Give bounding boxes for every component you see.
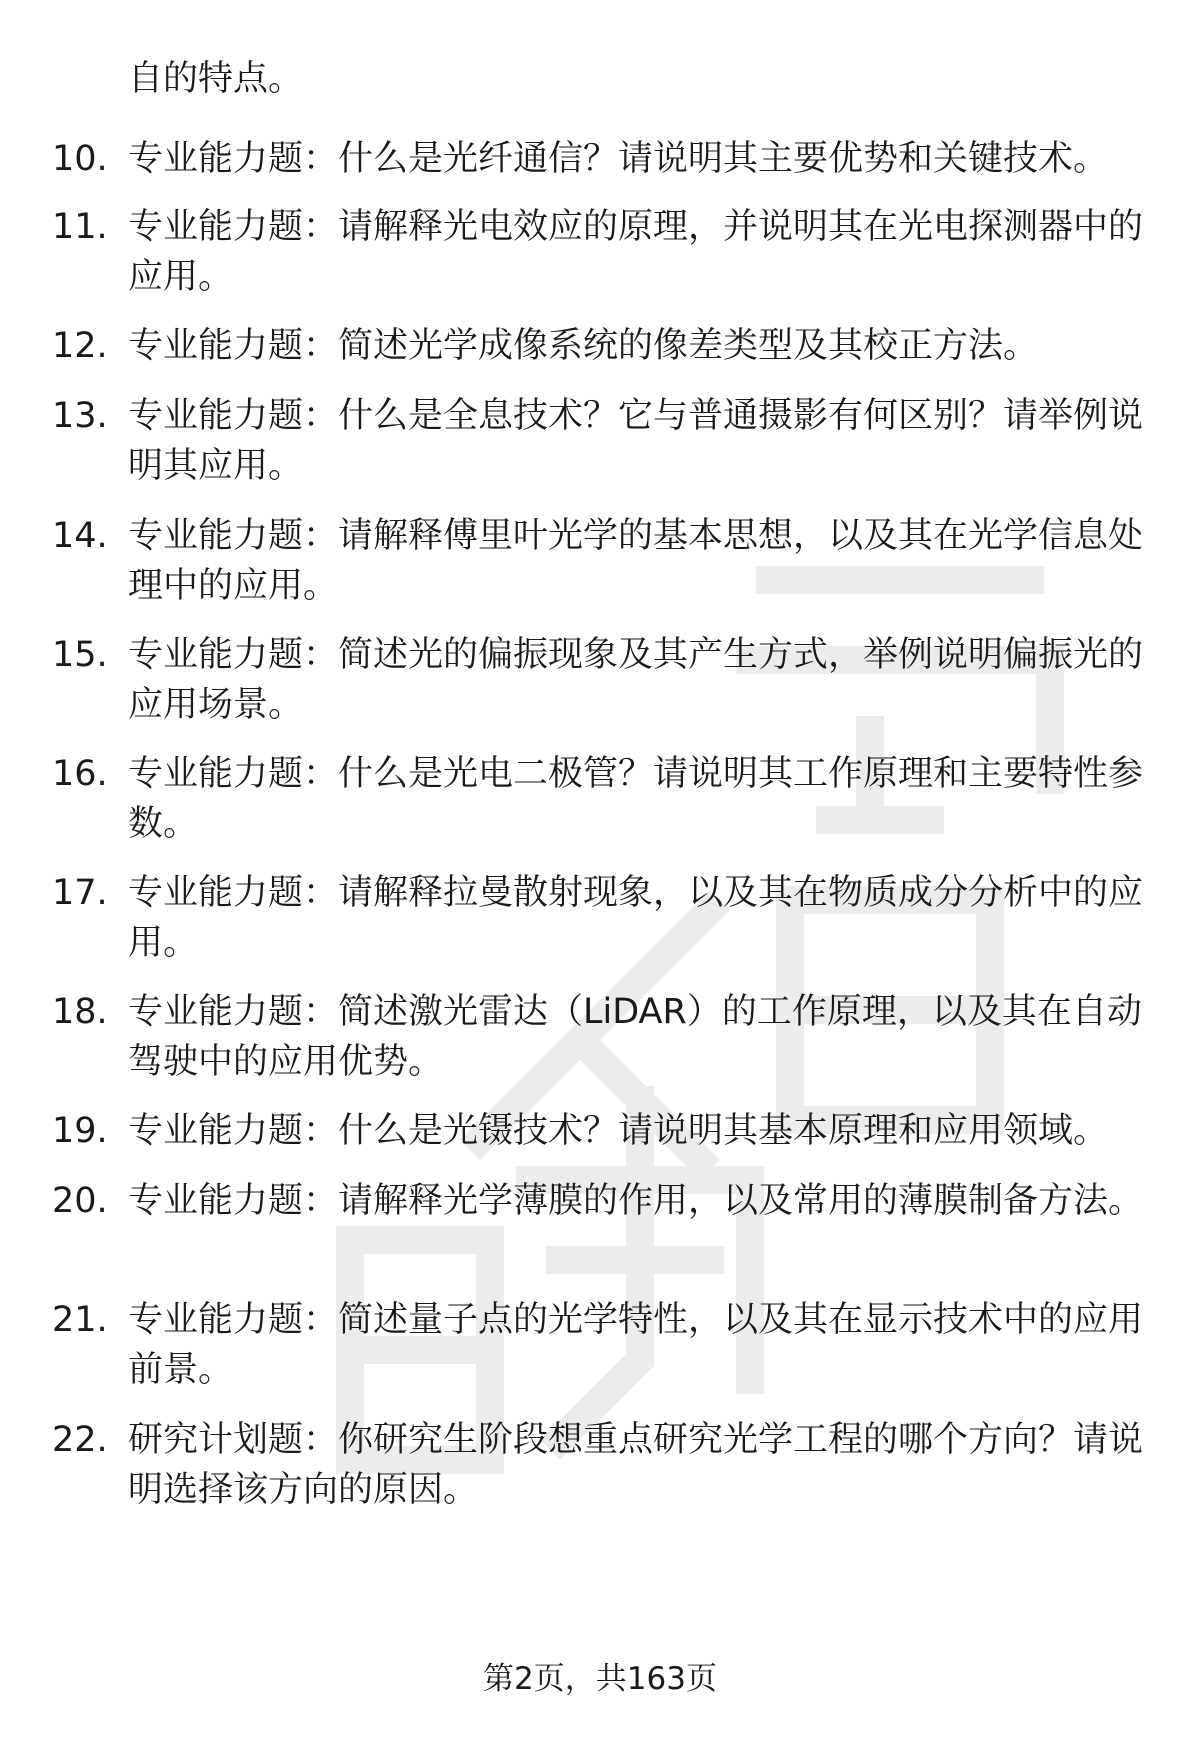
question-number: 17.: [52, 873, 108, 913]
continued-text-line: 自的特点。: [128, 59, 304, 99]
question-text: 专业能力题：简述光的偏振现象及其产生方式，举例说明偏振光的应用场景。: [128, 635, 1144, 725]
question-text: 专业能力题：请解释光学薄膜的作用，以及常用的薄膜制备方法。: [128, 1181, 1144, 1221]
question-text: 专业能力题：简述光学成像系统的像差类型及其校正方法。: [128, 326, 1039, 366]
question-number: 20.: [52, 1181, 108, 1221]
question-text: 专业能力题：简述激光雷达（LiDAR）的工作原理，以及其在自动驾驶中的应用优势。: [128, 992, 1142, 1082]
question-text: 专业能力题：请解释傅里叶光学的基本思想，以及其在光学信息处理中的应用。: [128, 516, 1144, 606]
question-text: 专业能力题：请解释拉曼散射现象，以及其在物质成分分析中的应用。: [128, 873, 1144, 963]
question-text: 专业能力题：请解释光电效应的原理，并说明其在光电探测器中的应用。: [128, 207, 1144, 297]
question-text: 专业能力题：简述量子点的光学特性，以及其在显示技术中的应用前景。: [128, 1300, 1144, 1390]
question-number: 14.: [52, 516, 108, 556]
question-number: 10.: [52, 139, 108, 179]
question-text: 研究计划题：你研究生阶段想重点研究光学工程的哪个方向？请说明选择该方向的原因。: [128, 1420, 1144, 1510]
question-number: 13.: [52, 396, 108, 436]
question-text: 专业能力题：什么是光纤通信？请说明其主要优势和关键技术。: [128, 139, 1109, 179]
question-number: 16.: [52, 754, 108, 794]
page-number-footer: 第2页，共163页: [483, 1661, 717, 1697]
question-text: 专业能力题：什么是光镊技术？请说明其基本原理和应用领域。: [128, 1111, 1109, 1151]
question-number: 12.: [52, 326, 108, 366]
question-text: 专业能力题：什么是全息技术？它与普通摄影有何区别？请举例说明其应用。: [128, 396, 1144, 486]
question-number: 19.: [52, 1111, 108, 1151]
question-number: 18.: [52, 992, 108, 1032]
question-number: 21.: [52, 1300, 108, 1340]
question-number: 22.: [52, 1420, 108, 1460]
question-number: 11.: [52, 207, 108, 247]
question-text: 专业能力题：什么是光电二极管？请说明其工作原理和主要特性参数。: [128, 754, 1144, 844]
question-number: 15.: [52, 635, 108, 675]
